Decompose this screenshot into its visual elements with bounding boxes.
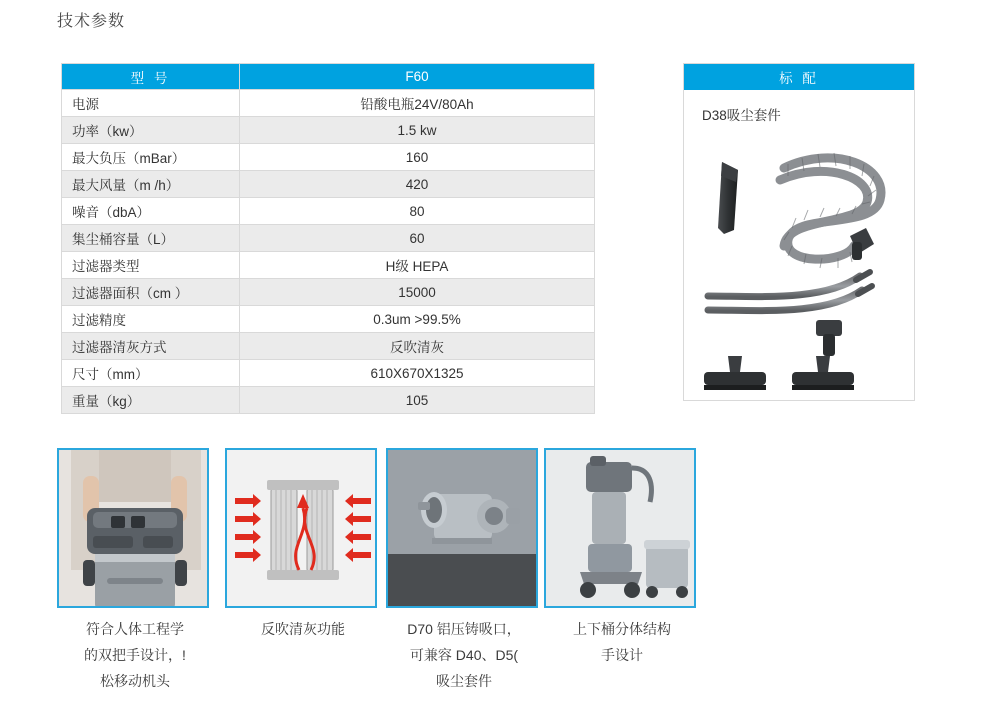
row-label: 尺寸（mm） xyxy=(62,360,240,387)
row-label: 过滤器类型 xyxy=(62,252,240,279)
row-value: 610X670X1325 xyxy=(240,360,595,387)
caption-line: D70 铝压铸吸口， xyxy=(407,621,521,637)
photo-3-art xyxy=(388,450,538,608)
curved-wand-icon xyxy=(708,276,862,311)
row-value: 160 xyxy=(240,144,595,171)
feature-caption-4 xyxy=(544,616,700,668)
table-header-row xyxy=(62,64,595,90)
row-label: 噪音（dbA） xyxy=(62,198,240,225)
table-row xyxy=(62,171,595,198)
caption-line: 反吹清灰功能 xyxy=(261,621,345,637)
table-row xyxy=(62,279,595,306)
row-value: H级 HEPA xyxy=(240,252,595,279)
hose-cuff-icon xyxy=(850,228,874,260)
row-value: 60 xyxy=(240,225,595,252)
caption-line: 上下桶分体结构 xyxy=(573,621,671,637)
table-row xyxy=(62,198,595,225)
caption-line: 松移动机头 xyxy=(100,673,170,689)
table-row xyxy=(62,360,595,387)
row-value: 80 xyxy=(240,198,595,225)
feature-cell-1 xyxy=(57,448,209,694)
accessories-svg xyxy=(684,124,916,394)
caption-line: 吸尘套件 xyxy=(436,673,492,689)
caption-line: 可兼容 D40、D5( xyxy=(409,647,519,663)
accessories-header: 标 配 xyxy=(684,64,914,90)
photo-4-art xyxy=(546,450,696,608)
table-row xyxy=(62,387,595,414)
row-label: 集尘桶容量（L） xyxy=(62,225,240,252)
row-value: 105 xyxy=(240,387,595,414)
row-label: 最大负压（mBar） xyxy=(62,144,240,171)
accessories-illustration xyxy=(684,124,914,394)
page-title: 技术参数 xyxy=(57,13,126,30)
row-label: 最大风量（m /h） xyxy=(62,171,240,198)
feature-caption-3 xyxy=(386,616,542,694)
feature-caption-1 xyxy=(57,616,213,694)
row-label: 过滤器清灰方式 xyxy=(62,333,240,360)
row-label: 过滤精度 xyxy=(62,306,240,333)
operator-carrying-machine-head-photo xyxy=(57,448,209,608)
photo-2-art xyxy=(227,450,377,608)
row-value: 15000 xyxy=(240,279,595,306)
table-row xyxy=(62,225,595,252)
feature-cell-2 xyxy=(225,448,377,642)
row-label: 过滤器面积（cm ） xyxy=(62,279,240,306)
standard-accessories-panel xyxy=(683,63,915,401)
floor-brush-icon xyxy=(704,356,766,390)
row-value: 反吹清灰 xyxy=(240,333,595,360)
table-row xyxy=(62,306,595,333)
caption-line: 手设计 xyxy=(601,647,643,663)
crevice-nozzle-icon xyxy=(718,162,738,234)
connector-icon xyxy=(816,320,842,356)
specification-table xyxy=(61,63,595,414)
row-label: 重量（kg） xyxy=(62,387,240,414)
accessories-caption: D38吸尘套件 xyxy=(702,108,781,123)
floor-brush-wide-icon xyxy=(792,356,854,390)
caption-line: 的双把手设计，! xyxy=(84,647,186,663)
row-label: 功率（kw） xyxy=(62,117,240,144)
row-value: 0.3um >99.5% xyxy=(240,306,595,333)
table-header-value: F60 xyxy=(240,64,595,90)
row-value: 1.5 kw xyxy=(240,117,595,144)
photo-1-art xyxy=(59,450,209,608)
row-label: 电源 xyxy=(62,90,240,117)
feature-cell-4 xyxy=(544,448,696,668)
table-header-model: 型 号 xyxy=(62,64,240,90)
row-value: 铅酸电瓶24V/80Ah xyxy=(240,90,595,117)
caption-line: 符合人体工程学 xyxy=(86,621,184,637)
reverse-blow-filter-cleaning-diagram xyxy=(225,448,377,608)
table-row xyxy=(62,117,595,144)
feature-cell-3 xyxy=(386,448,538,694)
wand-tip-icon xyxy=(856,272,872,294)
separable-upper-lower-drum-photo xyxy=(544,448,696,608)
table-row xyxy=(62,144,595,171)
table-row xyxy=(62,90,595,117)
table-row xyxy=(62,252,595,279)
row-value: 420 xyxy=(240,171,595,198)
aluminium-die-cast-inlet-photo xyxy=(386,448,538,608)
table-row xyxy=(62,333,595,360)
feature-caption-2 xyxy=(225,616,381,642)
